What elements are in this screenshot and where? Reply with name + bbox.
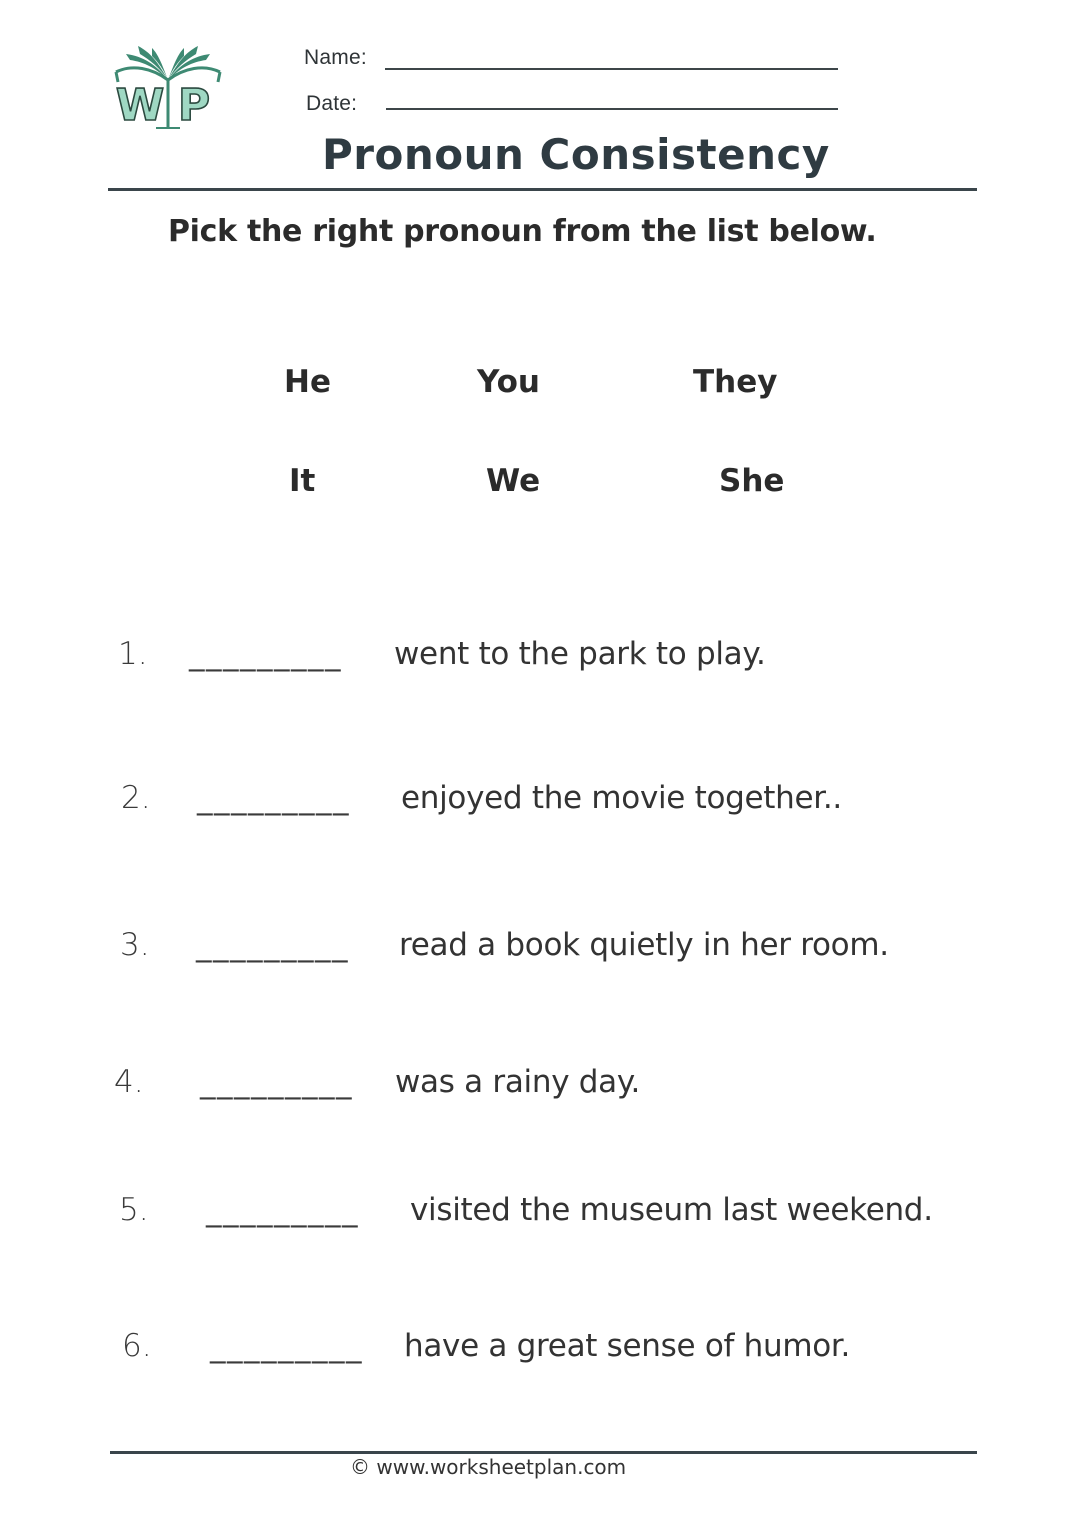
- footer-link[interactable]: www.worksheetplan.com: [376, 1455, 627, 1479]
- instruction-text: Pick the right pronoun from the list below.: [168, 214, 877, 249]
- worksheetplan-logo: [112, 42, 224, 132]
- question-number: 1.: [118, 636, 148, 672]
- word-bank-item: They: [693, 364, 778, 400]
- question-text: read a book quietly in her room.: [399, 927, 889, 963]
- svg-text:W: W: [115, 80, 165, 131]
- answer-blank[interactable]: _________: [206, 1192, 359, 1228]
- question-number: 3.: [120, 927, 150, 963]
- question-text: enjoyed the movie together..: [401, 780, 842, 816]
- title-divider: [108, 188, 977, 191]
- svg-text:P: P: [177, 80, 211, 131]
- answer-blank[interactable]: _________: [196, 927, 349, 963]
- word-bank-item: It: [289, 463, 316, 499]
- question-text: visited the museum last weekend.: [410, 1192, 933, 1228]
- footer-divider: [110, 1451, 977, 1454]
- question-number: 5.: [119, 1192, 149, 1228]
- answer-blank[interactable]: _________: [197, 780, 350, 816]
- answer-blank[interactable]: _________: [210, 1328, 363, 1364]
- answer-blank[interactable]: _________: [200, 1064, 353, 1100]
- question-number: 2.: [121, 780, 151, 816]
- name-label: Name:: [304, 46, 367, 69]
- date-field[interactable]: [386, 108, 838, 110]
- name-field[interactable]: [385, 68, 838, 70]
- book-logo-icon: [112, 42, 224, 132]
- page-title: Pronoun Consistency: [322, 130, 830, 179]
- footer: [350, 1455, 626, 1479]
- copyright-icon: ©: [350, 1455, 370, 1479]
- question-number: 6.: [122, 1328, 152, 1364]
- word-bank-item: You: [477, 364, 540, 400]
- question-text: was a rainy day.: [395, 1064, 641, 1100]
- question-text: went to the park to play.: [394, 636, 766, 672]
- word-bank-item: We: [486, 463, 541, 499]
- question-number: 4.: [114, 1064, 144, 1100]
- word-bank-item: She: [719, 463, 785, 499]
- date-label: Date:: [306, 92, 358, 115]
- answer-blank[interactable]: _________: [189, 636, 342, 672]
- word-bank-item: He: [284, 364, 331, 400]
- question-text: have a great sense of humor.: [404, 1328, 851, 1364]
